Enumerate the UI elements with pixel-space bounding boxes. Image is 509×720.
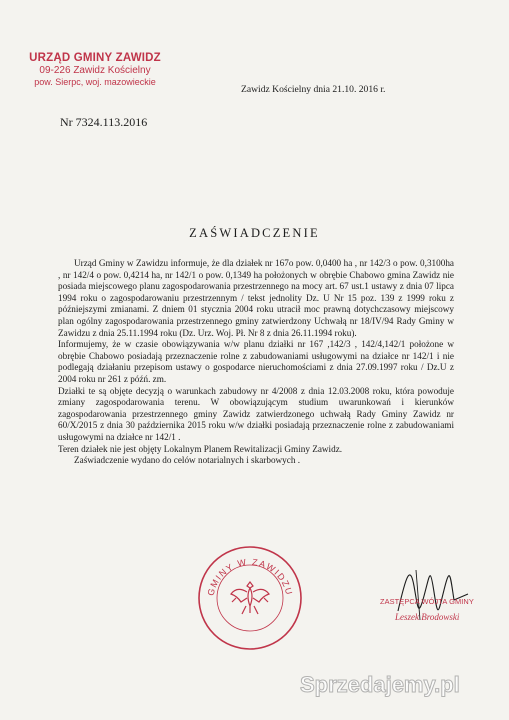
signatory-name: Leszek Brodowski [395,612,460,622]
official-round-stamp [196,544,304,652]
stamp-address: 09-226 Zawidz Kościelny [39,65,151,76]
paragraph-revitalization: Teren działek nie jest objęty Lokalnym Planem Rewitalizacji Gminy Zawidz. [58,443,343,454]
office-header-stamp [20,52,170,87]
eagle-emblem-icon [231,582,269,614]
site-watermark: Sprzedajemy.pl [300,672,460,697]
place-and-date: Zawidz Kościelny dnia 21.10. 2016 r. [241,84,386,95]
stamp-region: pow. Sierpc, woj. mazowieckie [34,77,156,87]
document-body [58,258,454,467]
round-stamp-text: GMINY W ZAWIDZU [205,556,295,597]
paragraph-purpose: Zaświadczenie wydano do celów notarialnych i skarbowych . [74,455,301,466]
reference-number: Nr 7324.113.2016 [60,115,148,129]
paragraph-building-decision: Działki te są objęte decyzją o warunkach zabudowy nr 4/2008 z dnia 12.03.2008 roku, która powoduje zmiany zagospodarowania terenu. W obowiązującym studium uwarunkowań i kierunków zagospodarowania przestrzennego gminy Zawidz zatwierdzonego uchwałą Rady Gminy Zawidz nr 60/X/2015 z dnia 30 października 2015 roku w/w działki posiadają przeznaczenie rolne z zabudowaniami usługowymi na działce nr 142/1 . [58,385,454,442]
paragraph-planning-info: Urząd Gminy w Zawidzu informuje, że dla działek nr 167o pow. 0,0400 ha , nr 142/3 o pow. 0,3100ha , nr 142/4 o pow. 0,4214 ha, nr 142/1 o pow. 0,1349 ha położonych w obrębie Chabowo gmina Zawidz nie posiada miejscowego planu zagospodarowania przestrzennego na mocy art. 67 ust.1 ustawy z dnia 07 lipca 1994 roku o zagospodarowaniu przestrzennym / tekst jednolity Dz. U Nr 15 poz. 139 z 1999 roku z późniejszymi zmianami. Z dniem 01 stycznia 2004 roku utracił moc prawną dotychczasowy miejscowy plan ogólny zagospodarowania przestrzennego gminy zatwierdzony Uchwałą nr 18/IV/94 Rady Gminy w Zawidzu z dnia 25.11.1994 roku (Dz. Urz. Woj. Pł. Nr 8 z dnia 26.11.1994 roku). [58,258,454,338]
paragraph-land-use: Informujemy, że w czasie obowiązywania w/w planu działki nr 167 ,142/3 , 142/4,142/1 położone w obrębie Chabowo posiadają przeznaczenie rolne z zabudowaniami usługowymi na działce nr 142/1 i nie podlegają działaniu przepisom ustawy o gospodarce nieruchomościami z dnia 27.09.1997 roku / Dz.U z 2004 roku nr 261 z późń. zm. [58,339,454,384]
document-title: ZAŚWIADCZENIE [189,226,320,240]
signatory-role: ZASTĘPCA WÓJTA GMINY [380,597,474,606]
stamp-office-name: URZĄD GMINY ZAWIDZ [29,52,161,64]
